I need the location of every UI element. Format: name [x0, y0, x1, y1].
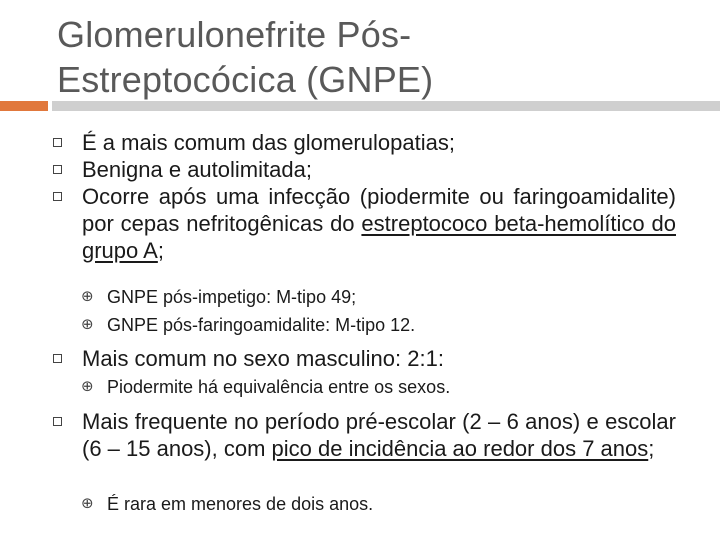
- circle-cross-bullet-icon: ⊕: [81, 288, 94, 305]
- square-bullet-icon: [53, 354, 62, 363]
- bullet-text-tail: ;: [648, 436, 655, 461]
- sub-bullet-item-3-1: [81, 284, 667, 311]
- bullet-text: Ocorre após uma infecção (piodermite ou faringoamidalite) por cepas nefritogênicas do: [82, 184, 676, 236]
- sub-bullet-text: Piodermite há equivalência entre os sexos.: [107, 377, 451, 397]
- bullet-text: Mais comum no sexo masculino: 2:1:: [82, 346, 444, 371]
- slide-title-line-2: Estreptocócica (GNPE): [57, 59, 434, 100]
- sub-bullet-text: GNPE pós-impetigo: M-tipo 49;: [107, 287, 357, 307]
- sub-bullet-item-3-2: [81, 312, 667, 339]
- title-accent-bar: [0, 101, 48, 111]
- bullet-item-2: [82, 156, 676, 183]
- bullet-text-tail: ;: [157, 238, 164, 263]
- bullet-item-3: [82, 183, 676, 264]
- sub-bullet-item-5-1: [81, 491, 667, 518]
- slide-title-line-1: Glomerulonefrite Pós-: [57, 14, 412, 55]
- square-bullet-icon: [53, 165, 62, 174]
- square-bullet-icon: [53, 138, 62, 147]
- circle-cross-bullet-icon: ⊕: [81, 316, 94, 333]
- bullet-text: Benigna e autolimitada;: [82, 157, 312, 182]
- sub-bullet-text: GNPE pós-faringoamidalite: M-tipo 12.: [107, 315, 416, 335]
- bullet-text-underlined: estreptococo beta-hemolítico do grupo A: [82, 211, 676, 263]
- sub-bullet-item-4-1: [81, 374, 667, 401]
- bullet-text-underlined: pico de incidência ao redor dos 7 anos: [271, 436, 649, 461]
- square-bullet-icon: [53, 417, 62, 426]
- square-bullet-icon: [53, 192, 62, 201]
- bullet-item-5: [82, 408, 676, 462]
- bullet-item-4: [82, 345, 676, 372]
- sub-bullet-text: É rara em menores de dois anos.: [107, 494, 374, 514]
- bullet-item-1: [82, 129, 676, 156]
- circle-cross-bullet-icon: ⊕: [81, 378, 94, 395]
- circle-cross-bullet-icon: ⊕: [81, 495, 94, 512]
- bullet-text: É a mais comum das glomerulopatias;: [82, 130, 455, 155]
- title-divider-line: [52, 101, 720, 111]
- bullet-text: Mais frequente no período pré-escolar (2 – 6 anos) e escolar (6 – 15 anos), com: [82, 409, 676, 461]
- slide-title: [57, 12, 433, 102]
